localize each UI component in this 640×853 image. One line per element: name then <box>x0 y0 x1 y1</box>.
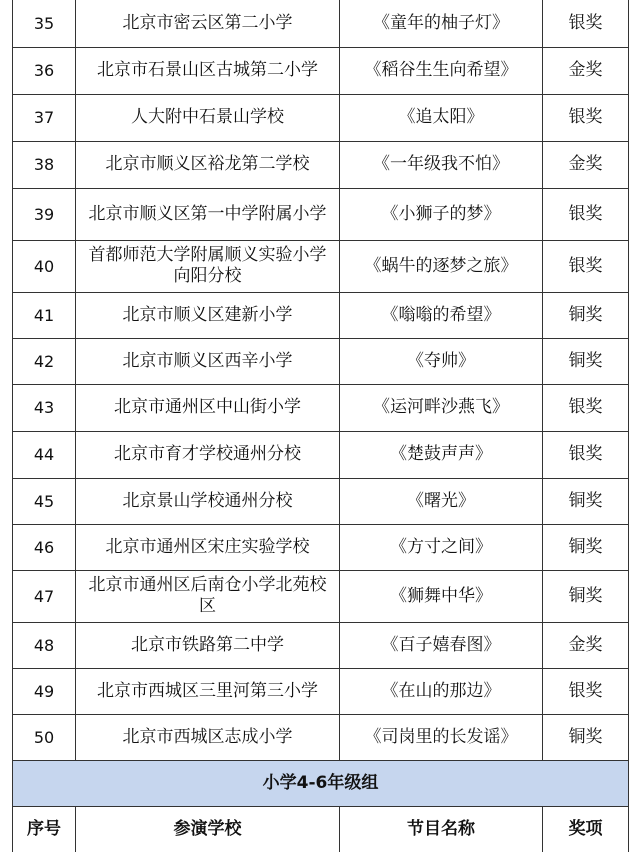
row-number: 45 <box>13 478 76 524</box>
row-school: 首都师范大学附属顺义实验小学向阳分校 <box>76 240 340 292</box>
row-program: 《在山的那边》 <box>340 668 543 714</box>
row-award: 金奖 <box>543 622 629 668</box>
table-row <box>13 570 629 622</box>
awards-table-body <box>13 0 629 852</box>
row-school: 北京市通州区中山街小学 <box>76 384 340 431</box>
row-award: 银奖 <box>543 0 629 47</box>
header-row <box>13 806 629 852</box>
row-number: 47 <box>13 570 76 622</box>
row-program: 《狮舞中华》 <box>340 570 543 622</box>
row-number: 36 <box>13 47 76 94</box>
row-award: 银奖 <box>543 431 629 478</box>
row-number: 49 <box>13 668 76 714</box>
table-row <box>13 478 629 524</box>
table-row <box>13 0 629 47</box>
row-number: 40 <box>13 240 76 292</box>
row-number: 50 <box>13 714 76 760</box>
row-award: 铜奖 <box>543 478 629 524</box>
row-number: 39 <box>13 188 76 240</box>
header-school: 参演学校 <box>76 806 340 852</box>
table-row <box>13 47 629 94</box>
row-school: 北京市通州区宋庄实验学校 <box>76 524 340 570</box>
table-row <box>13 292 629 338</box>
awards-table-page <box>12 0 628 852</box>
row-award: 银奖 <box>543 668 629 714</box>
row-award: 铜奖 <box>543 570 629 622</box>
row-school: 北京市育才学校通州分校 <box>76 431 340 478</box>
row-school: 北京市密云区第二小学 <box>76 0 340 47</box>
row-number: 35 <box>13 0 76 47</box>
row-number: 46 <box>13 524 76 570</box>
row-award: 银奖 <box>543 240 629 292</box>
table-row <box>13 714 629 760</box>
row-number: 37 <box>13 94 76 141</box>
row-program: 《楚鼓声声》 <box>340 431 543 478</box>
row-school: 北京市西城区三里河第三小学 <box>76 668 340 714</box>
row-school: 北京市石景山区古城第二小学 <box>76 47 340 94</box>
row-award: 铜奖 <box>543 524 629 570</box>
row-number: 41 <box>13 292 76 338</box>
row-award: 铜奖 <box>543 292 629 338</box>
row-school: 北京景山学校通州分校 <box>76 478 340 524</box>
row-program: 《稻谷生生向希望》 <box>340 47 543 94</box>
table-row <box>13 622 629 668</box>
row-award: 金奖 <box>543 141 629 188</box>
header-program: 节目名称 <box>340 806 543 852</box>
row-program: 《百子嬉春图》 <box>340 622 543 668</box>
table-row <box>13 338 629 384</box>
row-school: 北京市通州区后南仓小学北苑校区 <box>76 570 340 622</box>
table-row <box>13 431 629 478</box>
row-program: 《小狮子的梦》 <box>340 188 543 240</box>
row-program: 《蜗牛的逐梦之旅》 <box>340 240 543 292</box>
row-school: 北京市西城区志成小学 <box>76 714 340 760</box>
row-number: 42 <box>13 338 76 384</box>
row-award: 银奖 <box>543 94 629 141</box>
header-award: 奖项 <box>543 806 629 852</box>
table-row <box>13 668 629 714</box>
awards-table <box>12 0 629 852</box>
row-award: 银奖 <box>543 188 629 240</box>
row-school: 人大附中石景山学校 <box>76 94 340 141</box>
row-number: 43 <box>13 384 76 431</box>
row-program: 《夺帅》 <box>340 338 543 384</box>
row-program: 《一年级我不怕》 <box>340 141 543 188</box>
row-number: 38 <box>13 141 76 188</box>
row-program: 《嗡嗡的希望》 <box>340 292 543 338</box>
table-row <box>13 188 629 240</box>
row-school: 北京市顺义区建新小学 <box>76 292 340 338</box>
group-title: 小学4-6年级组 <box>13 760 629 806</box>
row-award: 铜奖 <box>543 338 629 384</box>
row-school: 北京市顺义区西辛小学 <box>76 338 340 384</box>
row-program: 《方寸之间》 <box>340 524 543 570</box>
row-number: 44 <box>13 431 76 478</box>
group-title-row <box>13 760 629 806</box>
row-program: 《追太阳》 <box>340 94 543 141</box>
table-row <box>13 141 629 188</box>
header-number: 序号 <box>13 806 76 852</box>
row-award: 银奖 <box>543 384 629 431</box>
row-school: 北京市顺义区第一中学附属小学 <box>76 188 340 240</box>
row-school: 北京市铁路第二中学 <box>76 622 340 668</box>
row-program: 《运河畔沙燕飞》 <box>340 384 543 431</box>
row-award: 铜奖 <box>543 714 629 760</box>
row-program: 《曙光》 <box>340 478 543 524</box>
row-program: 《司岗里的长发谣》 <box>340 714 543 760</box>
row-school: 北京市顺义区裕龙第二学校 <box>76 141 340 188</box>
table-row <box>13 240 629 292</box>
row-number: 48 <box>13 622 76 668</box>
table-row <box>13 524 629 570</box>
table-row <box>13 384 629 431</box>
row-program: 《童年的柚子灯》 <box>340 0 543 47</box>
row-award: 金奖 <box>543 47 629 94</box>
table-row <box>13 94 629 141</box>
